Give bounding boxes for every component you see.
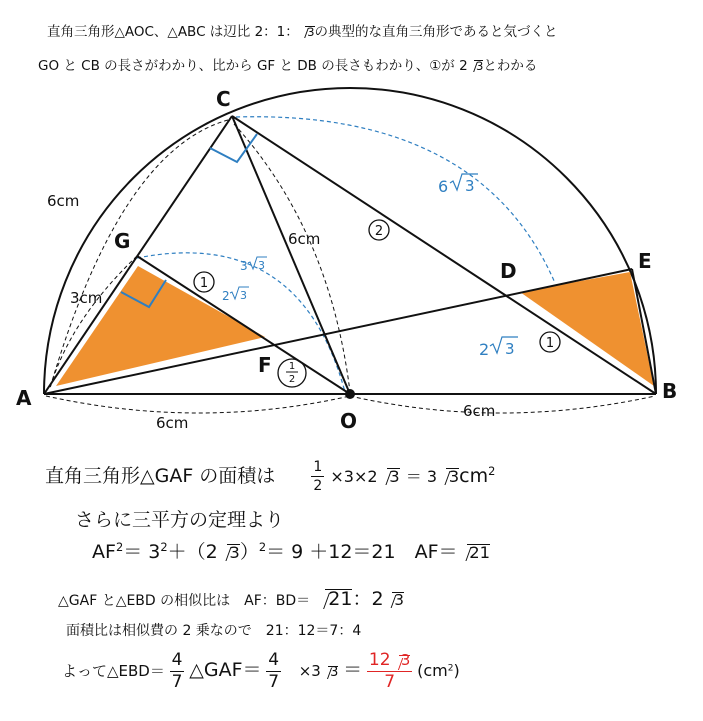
label-cb-blue-rad: 3 — [465, 177, 475, 195]
calc-final-unit-exp: 2 — [447, 663, 454, 674]
label-co-length: 6cm — [288, 230, 321, 248]
circle-mark-fo-den: 2 — [288, 374, 296, 385]
calc-final-times: ×3 — [298, 662, 321, 680]
label-go-blue: 3 — [240, 259, 248, 273]
circle-mark-fo-num: 1 — [288, 361, 296, 372]
calc-ratio-prefix: △GAF と△EBD の相似比は AF：BD＝ — [58, 593, 311, 609]
point-o-dot — [345, 389, 355, 399]
label-a: A — [16, 386, 32, 410]
label-db-blue: 2 — [479, 340, 490, 359]
intro-text-1a: 直角三角形△AOC、△ABC は辺比 2：1： — [47, 24, 299, 40]
intro-text-2a: GO と CB の長さがわかり、比から GF と DB の長さもわかり、①が 2 — [38, 58, 468, 74]
calc-area-line — [45, 460, 495, 493]
label-c: C — [216, 87, 231, 111]
calc-area-prefix: 直角三角形△GAF の面積は — [45, 465, 276, 487]
calc-area-eq: ＝ 3 — [405, 467, 438, 486]
triangle-gaf-fill — [56, 266, 265, 386]
calc-pyth-exp2: 2 — [160, 540, 168, 555]
calc-area-sqrt-2: 3 — [437, 467, 459, 486]
label-f: F — [258, 353, 272, 377]
calc-final-frac-1 — [170, 652, 185, 691]
label-cb-blue: 6 — [438, 177, 449, 196]
calc-final-frac-2-num: 4 — [268, 650, 280, 670]
intro-sqrt-2: 3 — [468, 59, 484, 73]
calc-final-eq: ＝ — [343, 659, 363, 681]
calc-ratio-line — [58, 584, 404, 611]
label-ao-length: 6cm — [156, 414, 189, 432]
calc-pyth-lhs: AF — [92, 541, 116, 563]
calc-ratio-sqrt-2: 3 — [384, 591, 404, 609]
calc-area-unit: cm — [459, 465, 489, 487]
label-ac-length: 6cm — [47, 192, 80, 210]
calc-pyth-sqrt-final: 21 — [458, 543, 491, 562]
calc-ratio-colon: ：2 — [352, 588, 384, 610]
calc-final-result-num-value: 12 — [368, 650, 391, 670]
calc-final-result-num — [367, 652, 412, 672]
calc-area-sqrt: 3 — [378, 467, 400, 486]
calc-final-frac-2-den: 7 — [268, 672, 280, 692]
calc-final-frac-1-den: 7 — [171, 672, 183, 692]
calc-final-frac-2 — [266, 652, 281, 691]
calc-final-line — [62, 652, 460, 691]
calc-pyth-plus: ＋（2 — [167, 541, 218, 563]
label-ag-length: 3cm — [70, 289, 103, 307]
label-o: O — [340, 409, 358, 433]
label-gf-blue: 2 — [222, 289, 230, 303]
calc-final-unit: (cm — [417, 661, 448, 680]
calc-pyth-rest: ＝ 9 ＋12＝21 AF＝ — [266, 541, 458, 563]
label-go-blue-rad: 3 — [258, 259, 265, 272]
circle-mark-cb-text: 2 — [374, 224, 384, 239]
calc-final-unit-close: ) — [453, 661, 460, 680]
label-g: G — [114, 229, 131, 253]
calc-area-frac-den: 2 — [313, 478, 323, 494]
calc-ratio-sqrt-1: 21 — [315, 588, 353, 610]
calc-final-mid: △GAF＝ — [189, 659, 262, 681]
calc-pyth-eq1: ＝ 3 — [123, 541, 161, 563]
label-b: B — [662, 379, 678, 403]
calc-pyth-exp3: 2 — [258, 540, 267, 555]
line-cb — [232, 116, 656, 394]
calc-final-result-den: 7 — [384, 672, 396, 692]
calc-pyth-intro — [75, 505, 284, 532]
intro-sqrt-1: 3 — [299, 25, 315, 39]
calc-pyth-sqrt: 3 — [218, 543, 240, 562]
calc-pyth-intro-text: さらに三平方の定理より — [75, 509, 285, 531]
calc-pyth-line — [92, 537, 490, 564]
calc-pyth-close: ） — [239, 541, 259, 563]
calc-final-prefix: よって△EBD＝ — [62, 662, 165, 680]
calc-area-ratio-text: 面積比は相似費の 2 乗なので 21：12＝7：4 — [66, 623, 362, 639]
calc-area-mid: ×3×2 — [330, 467, 378, 486]
calc-final-result-sqrt: 3 — [391, 654, 411, 669]
circle-mark-gf-text: 1 — [199, 276, 209, 291]
intro-text-1b: の典型的な直角三角形であると気づくと — [314, 24, 558, 40]
label-ob-length: 6cm — [463, 402, 496, 420]
circle-mark-db-text: 1 — [545, 336, 555, 351]
dashed-ob — [350, 396, 655, 413]
calc-area-ratio-line — [66, 620, 361, 640]
intro-text-2b: とわかる — [483, 58, 538, 74]
label-gf-blue-rad: 3 — [240, 289, 247, 302]
calc-final-sqrt: 3 — [321, 665, 338, 680]
label-e: E — [638, 249, 652, 273]
label-d: D — [500, 259, 517, 283]
line-co — [232, 116, 350, 394]
calc-final-result — [367, 652, 412, 691]
calc-area-unit-exp: 2 — [488, 464, 496, 479]
dashed-ao — [46, 396, 350, 413]
calc-final-frac-1-num: 4 — [171, 650, 183, 670]
calc-area-frac — [311, 460, 324, 493]
calc-area-frac-num: 1 — [313, 459, 323, 475]
calc-pyth-exp: 2 — [115, 540, 124, 555]
label-db-blue-rad: 3 — [505, 340, 515, 358]
